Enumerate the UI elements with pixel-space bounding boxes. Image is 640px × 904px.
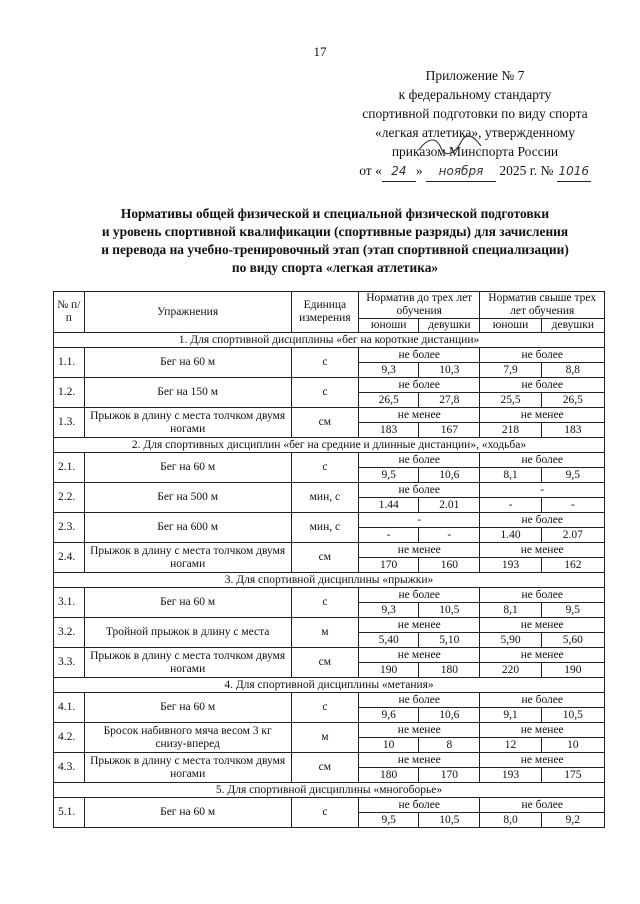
header-boys: юноши <box>359 319 419 333</box>
header-group-over-3: Норматив свыше трех лет обучения <box>480 292 605 319</box>
condition-over-3: - <box>480 483 605 498</box>
value-girls-over-3: 9,2 <box>541 813 604 828</box>
table-row <box>54 798 605 813</box>
unit: мин, с <box>291 513 358 543</box>
value-girls-over-3: 10,5 <box>541 708 604 723</box>
condition-over-3: не более <box>480 513 605 528</box>
section-header-row <box>54 438 605 453</box>
value-girls-over-3: 9,5 <box>541 603 604 618</box>
page-number: 17 <box>313 44 327 59</box>
condition-over-3: не более <box>480 453 605 468</box>
table-row <box>54 753 605 768</box>
appendix-line: «легкая атлетика», утвержденному <box>375 125 575 140</box>
table-row <box>54 348 605 363</box>
value-boys-over-3: 5,90 <box>480 633 541 648</box>
exercise-name: Бег на 60 м <box>84 453 291 483</box>
order-number: 1016 <box>557 162 591 182</box>
standards-table <box>53 291 605 828</box>
value-boys-over-3: 8,1 <box>480 603 541 618</box>
exercise-name: Бег на 60 м <box>84 693 291 723</box>
value-boys-over-3: 7,9 <box>480 363 541 378</box>
exercise-name: Прыжок в длину с места толчком двумя ногами <box>84 408 291 438</box>
row-number: 3.1. <box>54 588 85 618</box>
value-girls-over-3: 2.07 <box>541 528 604 543</box>
section-header-row <box>54 678 605 693</box>
value-boys-over-3: - <box>480 498 541 513</box>
section-title: 5. Для спортивной дисциплины «многоборье» <box>54 783 605 798</box>
value-girls-over-3: 26,5 <box>541 393 604 408</box>
unit: мин, с <box>291 483 358 513</box>
table-row <box>54 588 605 603</box>
unit: м <box>291 723 358 753</box>
signature-mark <box>415 134 485 156</box>
unit: см <box>291 543 358 573</box>
title-line: по виду спорта «легкая атлетика» <box>231 260 439 275</box>
date-mid: » <box>415 163 423 178</box>
table-row <box>54 723 605 738</box>
exercise-name: Прыжок в длину с места толчком двумя ногами <box>84 543 291 573</box>
value-boys-under-3: 9,3 <box>359 603 419 618</box>
value-girls-over-3: 10 <box>541 738 604 753</box>
condition-under-3: не менее <box>359 543 480 558</box>
condition-under-3: не менее <box>359 408 480 423</box>
row-number: 4.3. <box>54 753 85 783</box>
condition-under-3: не более <box>359 453 480 468</box>
value-boys-under-3: 1.44 <box>359 498 419 513</box>
value-boys-over-3: 8,1 <box>480 468 541 483</box>
row-number: 2.4. <box>54 543 85 573</box>
condition-under-3: не более <box>359 693 480 708</box>
table-row <box>54 378 605 393</box>
table-row <box>54 453 605 468</box>
value-girls-under-3: 10,5 <box>419 813 480 828</box>
section-title: 1. Для спортивной дисциплины «бег на короткие дистанции» <box>54 333 605 348</box>
value-boys-under-3: 9,5 <box>359 468 419 483</box>
condition-over-3: не более <box>480 693 605 708</box>
value-girls-under-3: 10,6 <box>419 468 480 483</box>
title-line: и уровень спортивной квалификации (спортивные разряды) для зачисления <box>101 224 569 239</box>
value-girls-over-3: 8,8 <box>541 363 604 378</box>
header-girls: девушки <box>419 319 480 333</box>
condition-under-3: не более <box>359 378 480 393</box>
table-row <box>54 618 605 633</box>
row-number: 4.1. <box>54 693 85 723</box>
appendix-line: к федеральному стандарту <box>398 87 552 102</box>
date-year: 2025 г. № <box>499 163 554 178</box>
value-girls-over-3: 190 <box>541 663 604 678</box>
header-exercise: Упражнения <box>84 292 291 333</box>
condition-over-3: не более <box>480 378 605 393</box>
exercise-name: Бег на 60 м <box>84 588 291 618</box>
exercise-name: Бег на 60 м <box>84 798 291 828</box>
condition-under-3: не более <box>359 348 480 363</box>
condition-under-3: не более <box>359 588 480 603</box>
value-girls-over-3: 162 <box>541 558 604 573</box>
value-girls-under-3: 167 <box>419 423 480 438</box>
value-boys-under-3: 5,40 <box>359 633 419 648</box>
value-boys-under-3: 183 <box>359 423 419 438</box>
header-girls: девушки <box>541 319 604 333</box>
appendix-date-line <box>330 161 620 182</box>
value-girls-under-3: 160 <box>419 558 480 573</box>
exercise-name: Бег на 600 м <box>84 513 291 543</box>
value-girls-over-3: 9,5 <box>541 468 604 483</box>
exercise-name: Бег на 500 м <box>84 483 291 513</box>
condition-over-3: не менее <box>480 648 605 663</box>
row-number: 1.3. <box>54 408 85 438</box>
unit: см <box>291 753 358 783</box>
unit: с <box>291 378 358 408</box>
value-boys-over-3: 220 <box>480 663 541 678</box>
value-girls-under-3: 27,8 <box>419 393 480 408</box>
value-girls-under-3: 8 <box>419 738 480 753</box>
value-boys-under-3: 9,5 <box>359 813 419 828</box>
row-number: 3.3. <box>54 648 85 678</box>
header-group-under-3: Норматив до трех лет обучения <box>359 292 480 319</box>
value-boys-under-3: 10 <box>359 738 419 753</box>
row-number: 2.1. <box>54 453 85 483</box>
condition-over-3: не менее <box>480 723 605 738</box>
table-row <box>54 648 605 663</box>
condition-under-3: не более <box>359 798 480 813</box>
condition-under-3: не менее <box>359 753 480 768</box>
table-row <box>54 693 605 708</box>
appendix-block <box>330 66 620 182</box>
unit: с <box>291 693 358 723</box>
value-boys-over-3: 1.40 <box>480 528 541 543</box>
table-row <box>54 408 605 423</box>
value-girls-under-3: 10,3 <box>419 363 480 378</box>
table-row <box>54 543 605 558</box>
exercise-name: Бег на 150 м <box>84 378 291 408</box>
value-girls-under-3: 170 <box>419 768 480 783</box>
unit: м <box>291 618 358 648</box>
value-boys-over-3: 193 <box>480 768 541 783</box>
title-line: и перевода на учебно-тренировочный этап (этап спортивной специализации) <box>101 242 569 257</box>
value-boys-under-3: - <box>359 528 419 543</box>
value-boys-under-3: 190 <box>359 663 419 678</box>
header-unit: Единица измерения <box>291 292 358 333</box>
condition-under-3: не менее <box>359 618 480 633</box>
document-title <box>60 205 610 277</box>
exercise-name: Прыжок в длину с места толчком двумя ногами <box>84 753 291 783</box>
value-boys-under-3: 26,5 <box>359 393 419 408</box>
unit: с <box>291 588 358 618</box>
section-title: 3. Для спортивной дисциплины «прыжки» <box>54 573 605 588</box>
value-girls-under-3: 180 <box>419 663 480 678</box>
appendix-line: приказом Минспорта России <box>391 144 559 159</box>
section-title: 2. Для спортивных дисциплин «бег на средние и длинные дистанции», «ходьба» <box>54 438 605 453</box>
unit: с <box>291 453 358 483</box>
value-girls-under-3: 5,10 <box>419 633 480 648</box>
value-boys-over-3: 9,1 <box>480 708 541 723</box>
value-girls-under-3: - <box>419 528 480 543</box>
exercise-name: Прыжок в длину с места толчком двумя ногами <box>84 648 291 678</box>
row-number: 3.2. <box>54 618 85 648</box>
unit: см <box>291 648 358 678</box>
value-boys-over-3: 218 <box>480 423 541 438</box>
condition-over-3: не более <box>480 798 605 813</box>
row-number: 4.2. <box>54 723 85 753</box>
condition-over-3: не более <box>480 588 605 603</box>
section-header-row <box>54 333 605 348</box>
row-number: 1.1. <box>54 348 85 378</box>
condition-over-3: не менее <box>480 753 605 768</box>
condition-over-3: не менее <box>480 618 605 633</box>
header-boys: юноши <box>480 319 541 333</box>
section-header-row <box>54 573 605 588</box>
value-girls-over-3: 183 <box>541 423 604 438</box>
appendix-line: Приложение № 7 <box>425 68 525 83</box>
value-girls-under-3: 2.01 <box>419 498 480 513</box>
appendix-line: спортивной подготовки по виду спорта <box>362 106 588 121</box>
header-num: № п/п <box>54 292 85 333</box>
value-girls-under-3: 10,5 <box>419 603 480 618</box>
value-boys-over-3: 193 <box>480 558 541 573</box>
condition-over-3: не менее <box>480 408 605 423</box>
exercise-name: Тройной прыжок в длину с места <box>84 618 291 648</box>
condition-over-3: не менее <box>480 543 605 558</box>
date-month: ноября <box>426 162 496 182</box>
section-header-row <box>54 783 605 798</box>
condition-under-3: - <box>359 513 480 528</box>
row-number: 2.3. <box>54 513 85 543</box>
table-row <box>54 513 605 528</box>
condition-under-3: не менее <box>359 648 480 663</box>
value-boys-under-3: 9,6 <box>359 708 419 723</box>
value-boys-over-3: 8,0 <box>480 813 541 828</box>
value-girls-over-3: - <box>541 498 604 513</box>
unit: с <box>291 348 358 378</box>
condition-over-3: не более <box>480 348 605 363</box>
value-girls-over-3: 5,60 <box>541 633 604 648</box>
value-girls-over-3: 175 <box>541 768 604 783</box>
table-row <box>54 483 605 498</box>
date-day: 24 <box>382 162 416 182</box>
section-title: 4. Для спортивной дисциплины «метания» <box>54 678 605 693</box>
value-boys-over-3: 25,5 <box>480 393 541 408</box>
value-girls-under-3: 10,6 <box>419 708 480 723</box>
exercise-name: Бросок набивного мяча весом 3 кг снизу-вперед <box>84 723 291 753</box>
row-number: 1.2. <box>54 378 85 408</box>
row-number: 5.1. <box>54 798 85 828</box>
unit: с <box>291 798 358 828</box>
date-prefix: от « <box>359 163 382 178</box>
value-boys-under-3: 170 <box>359 558 419 573</box>
condition-under-3: не менее <box>359 723 480 738</box>
exercise-name: Бег на 60 м <box>84 348 291 378</box>
value-boys-over-3: 12 <box>480 738 541 753</box>
condition-under-3: не более <box>359 483 480 498</box>
unit: см <box>291 408 358 438</box>
value-boys-under-3: 180 <box>359 768 419 783</box>
title-line: Нормативы общей физической и специальной физической подготовки <box>120 206 550 221</box>
value-boys-under-3: 9,3 <box>359 363 419 378</box>
row-number: 2.2. <box>54 483 85 513</box>
